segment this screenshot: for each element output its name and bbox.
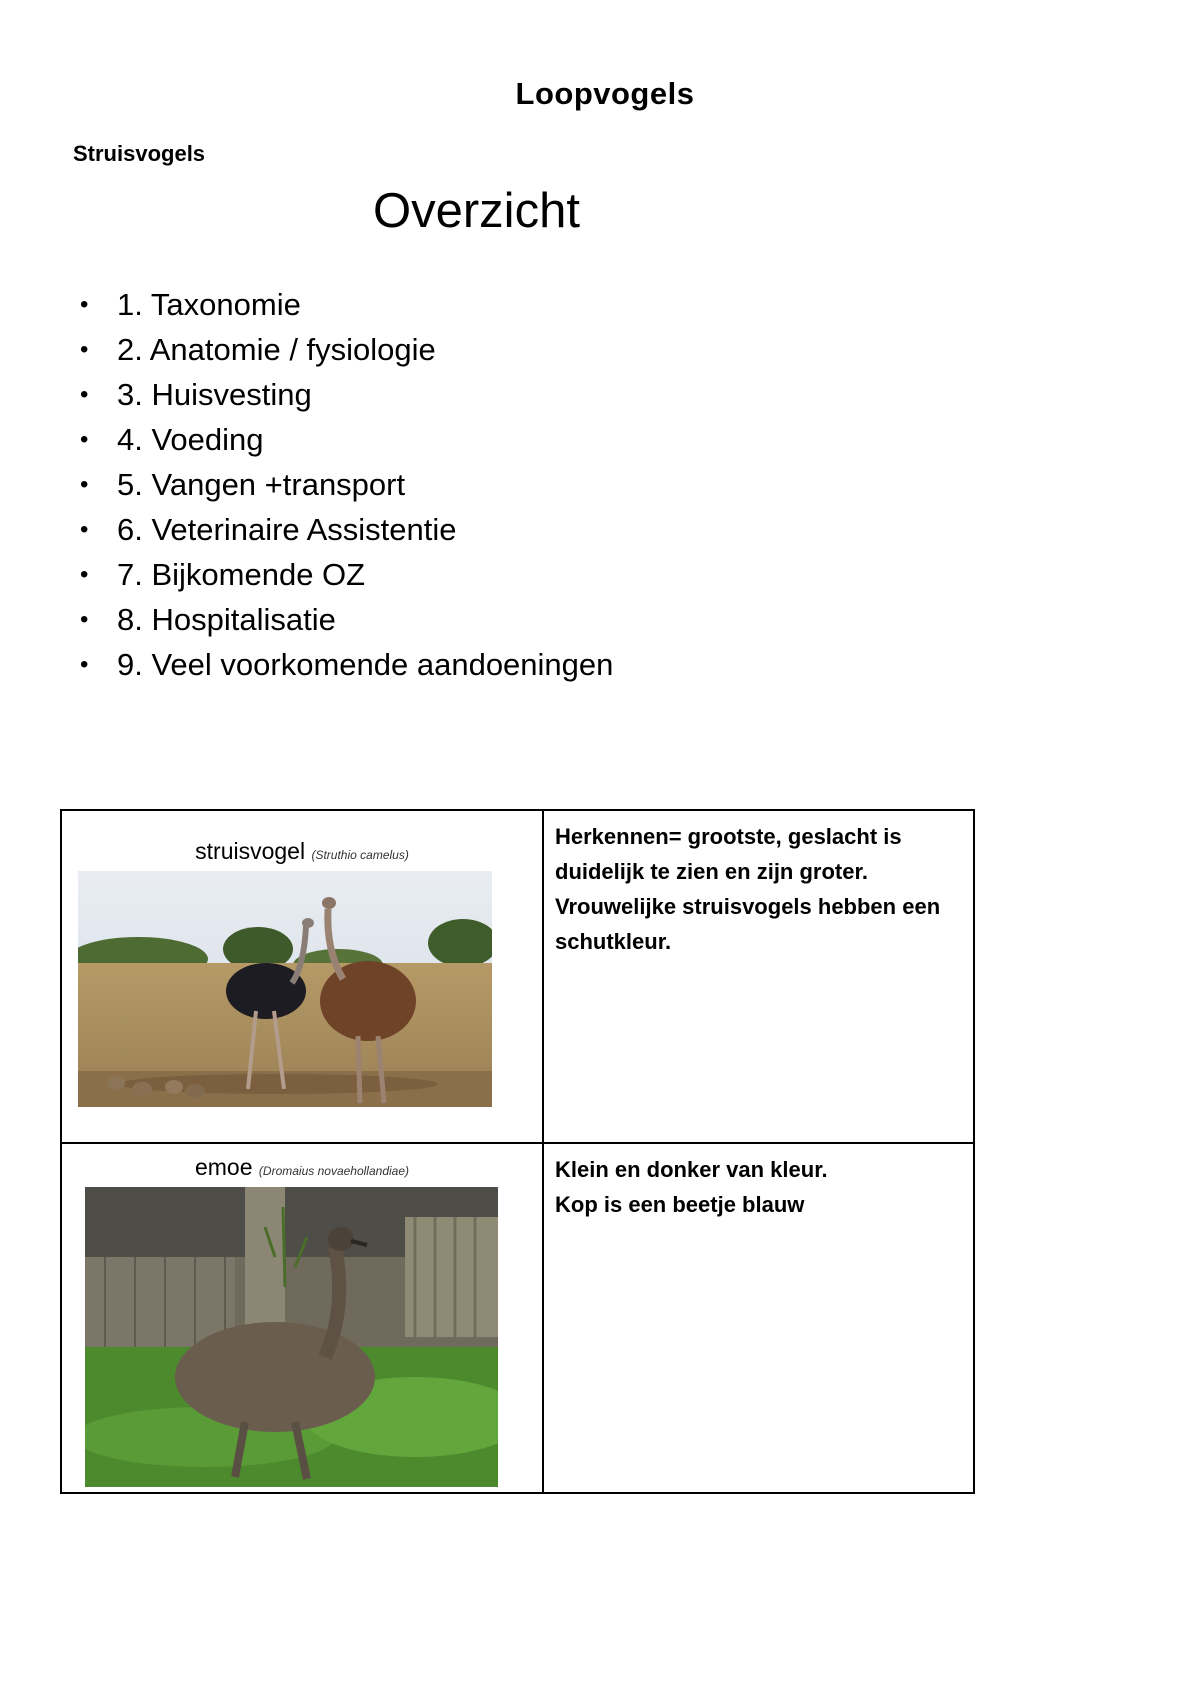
list-item-label: 6. Veterinaire Assistentie xyxy=(117,512,457,547)
list-item xyxy=(80,462,613,507)
species-latin-name: (Struthio camelus) xyxy=(311,848,409,862)
bullet-icon: • xyxy=(80,471,89,498)
species-description-line: Kop is een beetje blauw xyxy=(555,1192,805,1217)
bullet-icon: • xyxy=(80,381,89,408)
emu-photo xyxy=(85,1187,498,1487)
table-row xyxy=(61,810,974,1143)
list-item-label: 9. Veel voorkomende aandoeningen xyxy=(117,647,614,682)
list-item xyxy=(80,597,613,642)
list-item xyxy=(80,417,613,462)
species-description-line: Vrouwelijke struisvogels hebben een schutkleur. xyxy=(555,894,941,954)
overview-title: Overzicht xyxy=(373,184,580,238)
species-description-line: Herkennen= grootste, geslacht is duidelijk te zien en zijn groter. xyxy=(555,824,902,884)
list-item xyxy=(80,552,613,597)
list-item-label: 5. Vangen +transport xyxy=(117,467,406,502)
section-heading: Struisvogels xyxy=(73,141,206,166)
ostrich-photo xyxy=(78,871,492,1107)
species-photo-cell xyxy=(61,1143,543,1493)
bullet-icon: • xyxy=(80,426,89,453)
bullet-icon: • xyxy=(80,606,89,633)
bullet-icon: • xyxy=(80,291,89,318)
species-description-cell xyxy=(543,1143,974,1493)
table-row xyxy=(61,1143,974,1493)
species-common-name: struisvogel xyxy=(195,838,306,864)
list-item-label: 4. Voeding xyxy=(117,422,264,457)
bullet-icon: • xyxy=(80,651,89,678)
list-item xyxy=(80,507,613,552)
list-item-label: 7. Bijkomende OZ xyxy=(117,557,366,592)
species-table xyxy=(60,809,975,1494)
species-common-name: emoe xyxy=(194,1154,253,1180)
bullet-icon: • xyxy=(80,561,89,588)
list-item-label: 8. Hospitalisatie xyxy=(117,602,336,637)
list-item xyxy=(80,372,613,417)
list-item xyxy=(80,282,613,327)
document-title: Loopvogels xyxy=(515,76,695,111)
list-item-label: 2. Anatomie / fysiologie xyxy=(117,332,436,367)
species-latin-name: (Dromaius novaehollandiae) xyxy=(258,1164,410,1178)
list-item xyxy=(80,327,613,372)
species-description-line: Klein en donker van kleur. xyxy=(555,1157,828,1182)
list-item-label: 3. Huisvesting xyxy=(117,377,312,412)
overview-list xyxy=(80,282,613,687)
species-photo-cell xyxy=(61,810,543,1143)
list-item xyxy=(80,642,613,687)
species-caption xyxy=(62,839,542,867)
list-item-label: 1. Taxonomie xyxy=(117,287,301,322)
bullet-icon: • xyxy=(80,336,89,363)
species-description-cell xyxy=(543,810,974,1143)
species-caption xyxy=(62,1155,542,1183)
bullet-icon: • xyxy=(80,516,89,543)
